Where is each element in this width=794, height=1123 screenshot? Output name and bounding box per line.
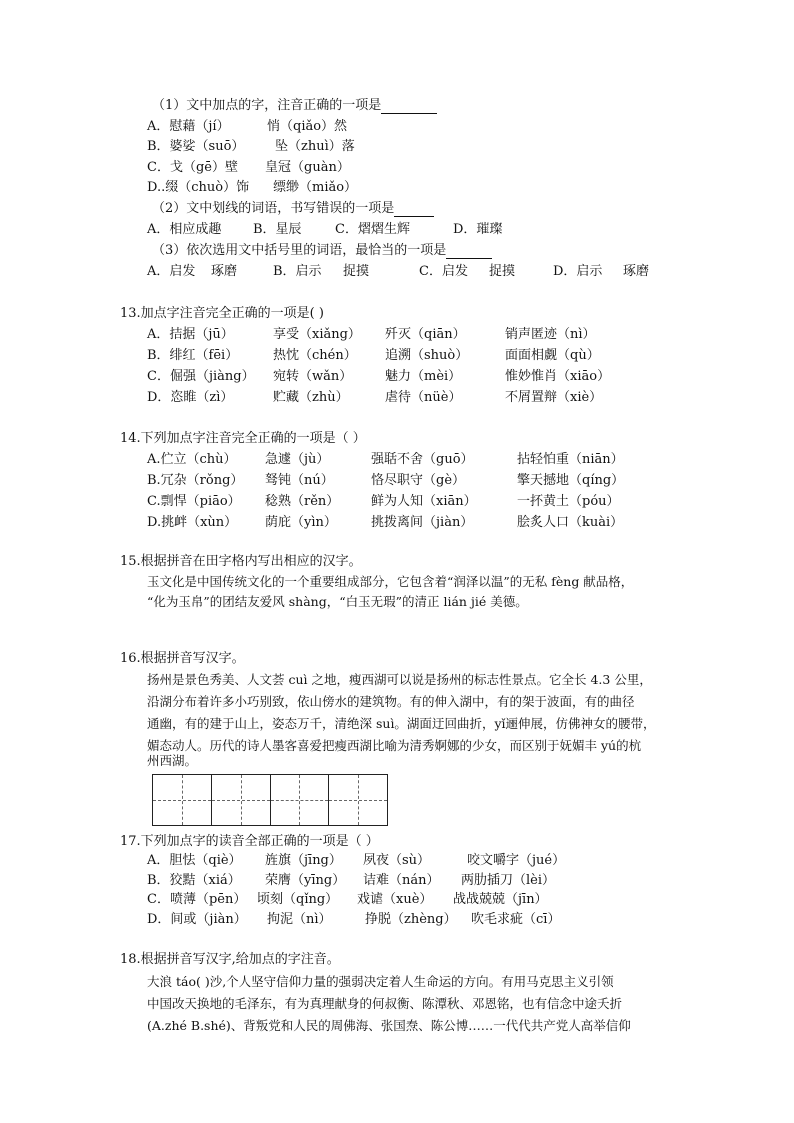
q15-passage-line: 玉文化是中国传统文化的一个重要组成部分，它包含着“润泽以温”的无私 fèng 献品格， [147, 574, 634, 589]
q16-stem: 16.根据拼音写汉字。 [120, 651, 245, 666]
q12-part1-option-b: B．婆娑（suō） 坠（zhuì）落 [147, 139, 355, 154]
grid-cell[interactable] [212, 775, 271, 825]
q18-passage-line: 中国改天换地的毛泽东，有为真理献身的何叔衡、陈潭秋、邓恩铭，也有信念中途夭折 [147, 996, 623, 1011]
q13-row-d: D．恣睢（zì） 贮藏（zhù） 虐待（nüè） 不屑置辩（xiè） [147, 390, 603, 405]
q14-row-a: A.伫立（chù） 急遽（jù） 强聒不舍（guō） 拈轻怕重（niān） [147, 452, 624, 467]
answer-blank[interactable] [394, 216, 434, 217]
q15-stem: 15.根据拼音在田字格内写出相应的汉字。 [120, 554, 362, 569]
q12-part2-stem: （2）文中划线的词语，书写错误的一项是 [152, 201, 434, 217]
q12-part1-option-c: C．戈（gē）壁 皇冠（guàn） [147, 160, 350, 175]
q16-passage-line: 沿湖分布着许多小巧别致，依山傍水的建筑物。有的伸入湖中，有的架于波面，有的曲径 [147, 694, 635, 709]
q15-passage-line: “化为玉帛”的团结友爱风 shàng，“白玉无瑕”的清正 lián jié 美德。 [147, 594, 528, 609]
q12-part2-options: A．相应成趣 B．星辰 C．熠熠生辉 D．璀璨 [147, 222, 503, 237]
answer-blank[interactable] [381, 113, 437, 114]
q12-part3-options: A．启发 琢磨 B．启示 捉摸 C．启发 捉摸 D．启示 琢磨 [147, 264, 650, 279]
q13-row-b: B．绯红（fēi） 热忱（chén） 追溯（shuò） 面面相觑（qù） [147, 348, 600, 363]
q12-part3-stem: （3）依次选用文中括号里的词语，最恰当的一项是 [152, 243, 492, 259]
q17-row-d: D．间或（jiàn） 拘泥（nì） 挣脱（zhèng） 吹毛求疵（cī） [147, 912, 561, 927]
q16-passage-line: 媚态动人。历代的诗人墨客喜爱把瘦西湖比喻为清秀婀娜的少女，而区别于妩媚丰 yú的杭 [147, 738, 642, 753]
q14-row-c: C.剽悍（piāo） 稔熟（rěn） 鲜为人知（xiān） 一抔黄土（póu） [147, 494, 620, 509]
q14-stem: 14.下列加点字注音完全正确的一项是（ ） [120, 431, 366, 446]
q16-passage-line: 通幽，有的建于山上，姿态万千，清绝深 suì。湖面迂回曲折，yǐ逦伸展，仿佛神女的腰带， [147, 716, 656, 731]
q13-row-c: C．倔强（jiàng） 宛转（wǎn） 魅力（mèi） 惟妙惟肖（xiāo） [147, 369, 611, 384]
grid-cell[interactable] [271, 775, 330, 825]
q14-row-d: D.挑衅（xùn） 荫庇（yìn） 挑拨离间（jiàn） 脍炙人口（kuài） [147, 515, 624, 530]
q17-row-a: A．胆怯（qiè） 旌旗（jīng） 夙夜（sù） 咬文嚼字（jué） [147, 853, 566, 868]
answer-blank[interactable] [446, 258, 492, 259]
q17-stem: 17.下列加点字的读音全部正确的一项是（ ） [120, 834, 379, 849]
q17-row-c: C．喷薄（pēn） 顷刻（qǐng） 戏谑（xuè） 战战兢兢（jīn） [147, 892, 548, 907]
q12-part1-stem: （1）文中加点的字，注音正确的一项是 [152, 98, 437, 114]
tianzige-grid[interactable] [152, 774, 388, 826]
q12-part1-option-a: A．慰藉（jí） 悄（qiǎo）然 [147, 119, 348, 134]
q14-row-b: B.冗杂（rǒng） 驽钝（nú） 恪尽职守（gè） 擎天撼地（qíng） [147, 473, 625, 488]
q18-passage-line: 大浪 táo( )沙,个人坚守信仰力量的强弱决定着人生命运的方向。有用马克思主义引领 [147, 974, 614, 989]
grid-cell[interactable] [153, 775, 212, 825]
q18-passage-line: (A.zhé B.shé)、背叛党和人民的周佛海、张国焘、陈公博……一代代共产党人高举信仰 [147, 1018, 631, 1033]
q13-stem: 13.加点字注音完全正确的一项是( ) [120, 306, 324, 321]
q17-row-b: B．狡黠（xiá） 荣膺（yīng） 诘难（nán） 两肋插刀（lèi） [147, 873, 556, 888]
q12-part1-option-d: D..缀（chuò）饰 缥缈（miǎo） [147, 180, 358, 195]
grid-cell[interactable] [329, 775, 387, 825]
q13-row-a: A．拮据（jū） 享受（xiǎng） 歼灭（qiān） 销声匿迹（nì） [147, 327, 596, 342]
q16-passage-line: 州西湖。 [147, 753, 198, 768]
q16-passage-line: 扬州是景色秀美、人文荟 cuì 之地，瘦西湖可以说是扬州的标志性景点。它全长 4.3 公里， [147, 672, 652, 687]
q18-stem: 18.根据拼音写汉字,给加点的字注音。 [120, 952, 340, 967]
